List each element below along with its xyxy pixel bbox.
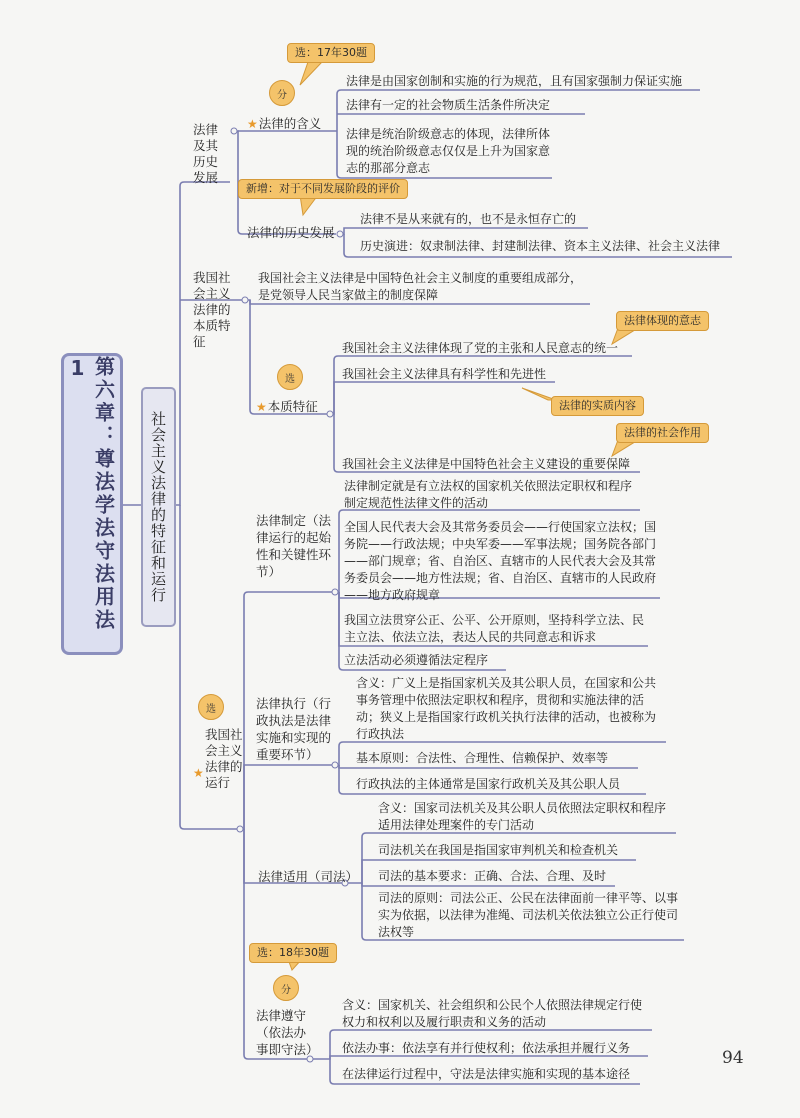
chapter-title-box [61,353,123,655]
judicature-item-1: 含义：国家司法机关及其公职人员依照法定职权和程序适用法律处理案件的专门活动 [378,801,667,832]
node-features [256,398,318,416]
judicature-item-4: 司法的原则：司法公正、公民在法律面前一律平等、以事实为依据，以法律为准绳、司法机关依法独立公正行使司法权等 [378,891,679,939]
node-history: 法律及其历史发展 [193,122,219,185]
node-meaning-label: 法律的含义 [258,116,322,131]
meaning-item-3: 法律是统治阶级意志的体现，法律所体现的统治阶级意志仅仅是上升为国家意志的那部分意志 [346,127,551,175]
chapter-title: 第六章：尊法学法守法用法1 [65,356,116,632]
node-development: 法律的历史发展 [247,225,335,240]
development-item-2: 历史演进：奴隶制法律、封建制法律、资本主义法律、社会主义法律 [360,239,721,253]
legislation-item-2: 全国人民代表大会及其常务委员会——行使国家立法权；国务院——行政法规；中央军委——军事法规；国务院各部门——部门规章；省、自治区、直辖市的人民代表大会及其常务委员会——地方性法规；省、自治区、直辖市的人民政府——地方政府规章 [344,520,657,602]
judicature-item-3: 司法的基本要求：正确、合法、合理、及时 [378,869,607,883]
development-item-1: 法律不是从来就有的，也不是永恒存亡的 [360,212,577,226]
callout-compliance: 选：18年30题 [249,943,337,963]
enforcement-item-2: 基本原则：合法性、合理性、信赖保护、效率等 [356,751,609,765]
feature-item-1: 我国社会主义法律体现了党的主张和人民意志的统一 [342,341,619,355]
star-icon: ★ [247,117,258,131]
compliance-item-1: 含义：国家机关、社会组织和公民个人依照法律规定行使权力和权利以及履行职责和义务的活动 [342,998,643,1029]
compliance-item-3: 在法律运行过程中，守法是法律实施和实现的基本途径 [342,1067,631,1081]
enforcement-item-3: 行政执法的主体通常是国家行政机关及其公职人员 [356,777,621,791]
feature-item-2: 我国社会主义法律具有科学性和先进性 [342,367,547,381]
topic-title: 社会主义法律的特征和运行 [149,411,167,603]
callout-will: 法律体现的意志 [616,311,709,331]
node-operation [193,727,253,791]
star-icon: ★ [256,400,267,414]
callout-development: 新增：对于不同发展阶段的评价 [238,179,408,199]
node-enforcement: 法律执行（行政执法是法律实施和实现的重要环节） [256,696,332,762]
meaning-item-1: 法律是由国家创制和实施的行为规范，且有国家强制力保证实施 [346,74,683,88]
essence-summary: 我国社会主义法律是中国特色社会主义制度的重要组成部分，是党领导人民当家做主的制度保障 [258,271,583,302]
operation-badge: 选 [198,694,224,720]
meaning-badge: 分 [269,80,295,106]
enforcement-item-1: 含义：广义上是指国家机关及其公职人员，在国家和公共事务管理中依照法定职权和程序，贯彻和实施法律的活动；狭义上是指国家行政机关执行法律的活动，也被称为行政执法 [356,676,657,741]
node-features-label: 本质特征 [267,399,318,414]
node-essence: 我国社会主义法律的本质特征 [193,270,231,349]
feature-item-3: 我国社会主义法律是中国特色社会主义建设的重要保障 [342,457,631,471]
features-badge: 选 [277,364,303,390]
topic-box [141,387,176,627]
compliance-badge: 分 [273,975,299,1001]
compliance-item-2: 依法办事：依法享有并行使权利；依法承担并履行义务 [342,1041,631,1055]
node-meaning [247,115,321,133]
node-legislation: 法律制定（法律运行的起始性和关键性环节） [256,513,332,579]
callout-meaning: 选：17年30题 [287,43,375,63]
legislation-item-4: 立法活动必须遵循法定程序 [344,653,489,667]
node-judicature: 法律适用（司法） [258,869,359,884]
node-compliance: 法律遵守（依法办事即守法） [256,1008,319,1057]
judicature-item-2: 司法机关在我国是指国家审判机关和检查机关 [378,843,619,857]
star-icon: ★ [193,766,204,780]
legislation-item-1: 法律制定就是有立法权的国家机关依照法定职权和程序制定规范性法律文件的活动 [344,479,633,510]
legislation-item-3: 我国立法贯穿公正、公平、公开原则，坚持科学立法、民主立法、依法立法，表达人民的共同意志和诉求 [344,613,645,644]
callout-content: 法律的实质内容 [551,396,644,416]
node-operation-label: 我国社会主义法律的运行 [205,727,243,790]
meaning-item-2: 法律有一定的社会物质生活条件所决定 [346,98,551,112]
page-number: 94 [722,1048,744,1068]
callout-role: 法律的社会作用 [616,423,709,443]
